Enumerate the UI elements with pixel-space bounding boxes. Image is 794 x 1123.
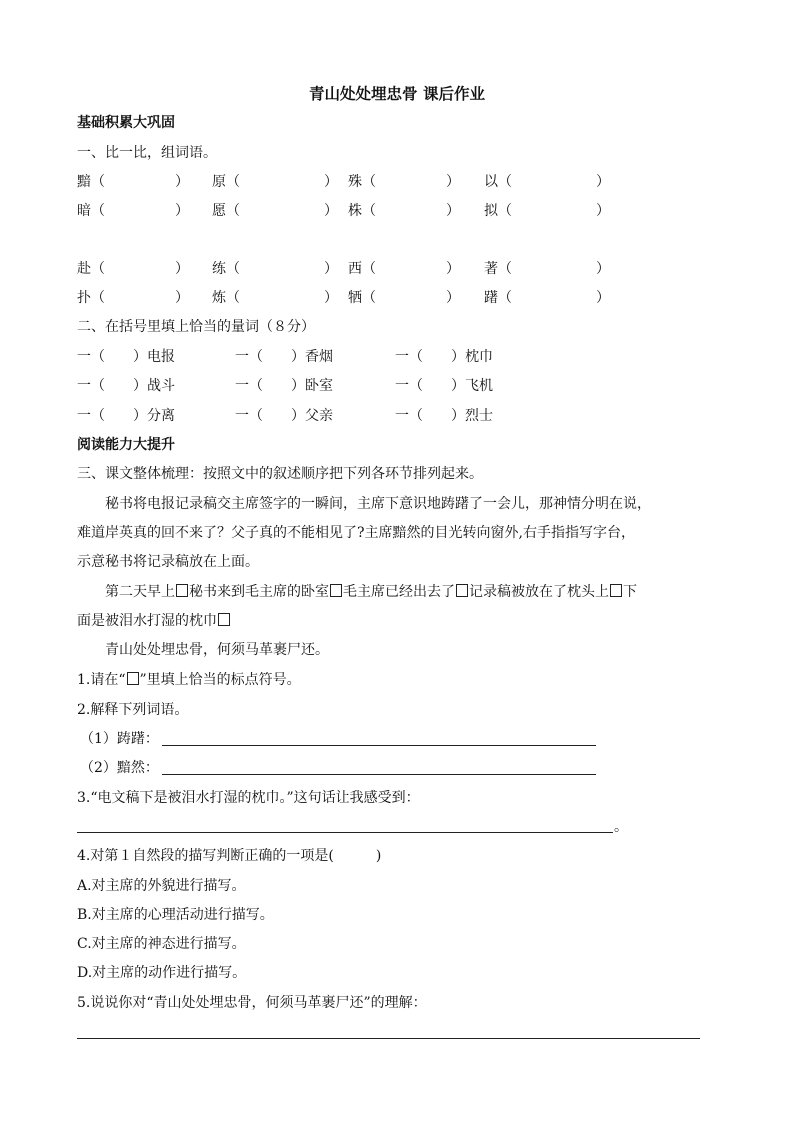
word-pair-cell[interactable]: 扑（ ） xyxy=(77,290,189,306)
word-pair-cell[interactable]: 牺（ ） xyxy=(348,290,460,306)
passage-line-with-blanks xyxy=(77,611,231,631)
passage-segment: 秘书来到毛主席的卧室 xyxy=(189,584,329,600)
q3-heading: 三、课文整体梳理：按照文中的叙述顺序把下列各环节排列起来。 xyxy=(77,466,483,482)
sub-question-4[interactable]: 4.对第１自然段的描写判断正确的一项是( ) xyxy=(77,848,382,864)
word-pair-cell[interactable]: 炼（ ） xyxy=(212,290,338,306)
answer-line[interactable] xyxy=(77,832,613,833)
word-pair-cell[interactable]: 原（ ） xyxy=(212,174,338,190)
passage-line: 秘书将电报记录稿交主席签字的一瞬间，主席下意识地踌躇了一会儿，那神情分明在说， xyxy=(105,496,651,512)
measure-word-cell[interactable]: 一（ ）分离 xyxy=(77,408,175,424)
option-b[interactable]: B.对主席的心理活动进行描写。 xyxy=(77,907,274,923)
option-d[interactable]: D.对主席的动作进行描写。 xyxy=(77,965,247,981)
word-pair-cell[interactable]: 以（ ） xyxy=(484,174,610,190)
passage-line: 示意秘书将记录稿放在上面。 xyxy=(77,554,259,570)
sub-question-text: ”里填上恰当的标点符号。 xyxy=(139,672,301,688)
punctuation-box[interactable] xyxy=(330,584,342,597)
sub-question-2: 2.解释下列词语。 xyxy=(77,702,189,718)
passage-segment: 毛主席已经出去了 xyxy=(343,584,455,600)
q2-heading: 二、在括号里填上恰当的量词（８分） xyxy=(77,319,315,335)
q1-heading: 一、比一比，组词语。 xyxy=(77,145,217,161)
sub-question-text: 1.请在“ xyxy=(77,672,126,688)
word-pair-cell[interactable]: 著（ ） xyxy=(484,261,610,277)
punctuation-box[interactable] xyxy=(456,584,468,597)
sub-question-5: 5.说说你对“青山处处埋忠骨，何须马革裹尸还”的理解： xyxy=(77,995,427,1011)
passage-line: 青山处处埋忠骨，何须马革裹尸还。 xyxy=(105,642,329,658)
measure-word-cell[interactable]: 一（ ）电报 xyxy=(77,349,175,365)
answer-line[interactable] xyxy=(77,1038,700,1039)
word-pair-cell[interactable]: 西（ ） xyxy=(348,261,460,277)
passage-segment: 第二天早上 xyxy=(105,584,175,600)
section-heading-reading: 阅读能力大提升 xyxy=(77,437,175,453)
word-pair-cell[interactable]: 暗（ ） xyxy=(77,203,189,219)
word-pair-cell[interactable]: 黯（ ） xyxy=(77,174,189,190)
page-title: 青山处处埋忠骨 课后作业 xyxy=(309,84,485,103)
measure-word-cell[interactable]: 一（ ）父亲 xyxy=(235,408,333,424)
word-pair-cell[interactable]: 殊（ ） xyxy=(348,174,460,190)
section-heading-basics: 基础积累大巩固 xyxy=(77,115,175,131)
word-pair-cell[interactable]: 愿（ ） xyxy=(212,203,338,219)
sub-question-2a: （1）踌躇： xyxy=(80,731,159,747)
measure-word-cell[interactable]: 一（ ）香烟 xyxy=(235,349,333,365)
passage-segment: 下 xyxy=(623,584,637,600)
passage-segment: 记录稿被放在了枕头上 xyxy=(469,584,609,600)
sub-question-2b: （2）黯然： xyxy=(80,760,159,776)
word-pair-cell[interactable]: 躇（ ） xyxy=(484,290,610,306)
measure-word-cell[interactable]: 一（ ）飞机 xyxy=(395,378,493,394)
word-pair-cell[interactable]: 拟（ ） xyxy=(484,203,610,219)
answer-end-mark: 。 xyxy=(614,819,628,835)
punctuation-box-sample xyxy=(127,672,139,685)
word-pair-cell[interactable]: 练（ ） xyxy=(212,261,338,277)
punctuation-box[interactable] xyxy=(218,613,230,626)
sub-question-1 xyxy=(77,670,301,690)
word-pair-cell[interactable]: 赴（ ） xyxy=(77,261,189,277)
option-c[interactable]: C.对主席的神态进行描写。 xyxy=(77,936,246,952)
measure-word-cell[interactable]: 一（ ）战斗 xyxy=(77,378,175,394)
word-pair-cell[interactable]: 株（ ） xyxy=(348,203,460,219)
passage-line: 难道岸英真的回不来了？父子真的不能相见了?主席黯然的目光转向窗外,右手指指写字台， xyxy=(77,525,635,541)
punctuation-box[interactable] xyxy=(176,584,188,597)
answer-line[interactable] xyxy=(162,774,596,775)
measure-word-cell[interactable]: 一（ ）卧室 xyxy=(235,378,333,394)
answer-line[interactable] xyxy=(162,745,596,746)
option-a[interactable]: A.对主席的外貌进行描写。 xyxy=(77,878,246,894)
punctuation-box[interactable] xyxy=(610,584,622,597)
passage-segment: 面是被泪水打湿的枕巾 xyxy=(77,613,217,629)
passage-line-with-blanks xyxy=(105,582,637,602)
sub-question-3: 3.“电文稿下是被泪水打湿的枕巾。”这句话让我感受到： xyxy=(77,790,420,806)
measure-word-cell[interactable]: 一（ ）烈士 xyxy=(395,408,493,424)
measure-word-cell[interactable]: 一（ ）枕巾 xyxy=(395,349,493,365)
